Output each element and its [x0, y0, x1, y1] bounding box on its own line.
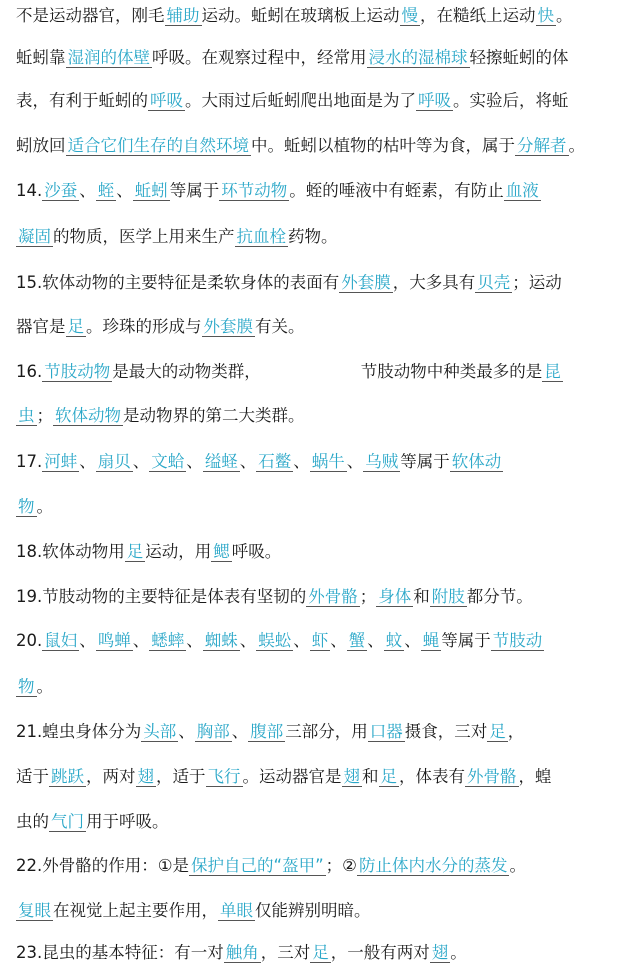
answer-fill: 呼吸	[150, 91, 183, 110]
answer-fill: 防止体内水分的蒸发	[358, 856, 508, 875]
answer-fill: 翅	[431, 943, 449, 962]
question-text: 17.	[16, 452, 43, 471]
answer-fill: 慢	[401, 6, 418, 25]
question-text: 18.软体动物用	[16, 542, 125, 561]
text-line	[16, 403, 305, 429]
question-text: 和	[413, 587, 430, 606]
answer-fill: 乌贼	[365, 452, 399, 471]
question-text: 16.	[16, 362, 43, 381]
text-line	[16, 809, 169, 835]
question-text: ，体表有	[399, 767, 465, 786]
question-text: 、	[178, 722, 195, 741]
text-line	[16, 494, 53, 520]
text-line	[16, 3, 573, 29]
answer-fill: 复眼	[18, 901, 51, 920]
question-text: ，三对	[260, 943, 311, 962]
question-text: ，	[507, 722, 525, 741]
answer-fill: 跳跃	[51, 767, 84, 786]
answer-fill: 血液	[505, 181, 539, 200]
text-line	[16, 584, 533, 610]
answer-fill: 凝固	[18, 227, 51, 246]
question-text: 、	[186, 452, 203, 471]
answer-fill: 腹部	[250, 722, 284, 741]
answer-fill: 蚊	[385, 631, 403, 650]
question-text: 、	[132, 452, 150, 471]
answer-fill: 外骨骼	[467, 767, 517, 786]
question-text: ，一般有两对	[330, 943, 430, 962]
answer-fill: 石鳖	[258, 452, 292, 471]
question-text: 在视觉上起主要作用，	[53, 901, 218, 920]
answer-fill: 抗血栓	[236, 227, 286, 246]
question-text: 摄食，三对	[404, 722, 488, 741]
question-text: 。	[509, 856, 526, 875]
question-text: 的物质，医学上用来生产	[53, 227, 235, 246]
answer-fill: 环节动物	[221, 181, 288, 200]
answer-fill: 单眼	[220, 901, 253, 920]
question-text: 、	[79, 181, 96, 200]
answer-fill: 文蛤	[151, 452, 185, 471]
answer-fill: 翅	[137, 767, 154, 786]
answer-fill: 蜗牛	[311, 452, 345, 471]
answer-fill: 足	[312, 943, 329, 962]
question-text: 。	[450, 943, 467, 962]
question-text: ，蝗	[518, 767, 552, 786]
question-text: 、	[132, 631, 150, 650]
answer-fill: 缢蛏	[204, 452, 238, 471]
text-line	[16, 853, 526, 879]
question-text: 。珍珠的形成与	[86, 317, 202, 336]
question-text: 仅能辨别明暗。	[255, 901, 371, 920]
question-text: 、	[346, 452, 364, 471]
text-line	[16, 359, 563, 385]
question-text: 适于	[16, 767, 49, 786]
question-text: ；运动	[512, 273, 562, 292]
question-text: 三部分，用	[285, 722, 368, 741]
answer-fill: 扇贝	[97, 452, 131, 471]
answer-fill: 蚯蚓	[134, 181, 168, 200]
answer-fill: 足	[126, 542, 144, 561]
answer-fill: 辅助	[166, 6, 200, 25]
question-text: 。运动器官是	[242, 767, 342, 786]
question-text: 、	[186, 631, 203, 650]
question-text: 节肢动物中种类最多的是	[360, 362, 543, 381]
answer-fill: 蟋蟀	[151, 631, 185, 650]
answer-fill: 节肢动物	[44, 362, 111, 381]
answer-fill: 蝇	[422, 631, 440, 650]
answer-fill: 软体动	[451, 452, 502, 471]
question-text: ；	[36, 406, 53, 425]
question-text: 等属于	[441, 631, 491, 650]
question-text: 蚯蚓靠	[16, 48, 66, 67]
answer-fill: 软体动物	[55, 406, 121, 425]
answer-fill: 足	[380, 767, 397, 786]
answer-fill: 蟹	[348, 631, 366, 650]
question-text: 、	[116, 181, 133, 200]
question-text: 22.外骨骼的作用：①是	[16, 856, 190, 875]
question-text: 运动。蚯蚓在玻璃板上运动	[201, 6, 400, 25]
question-text: 等属于	[169, 181, 220, 200]
question-text: ，两对	[86, 767, 136, 786]
answer-fill: 鳃	[213, 542, 230, 561]
question-text: 都分节。	[466, 587, 533, 606]
answer-fill: 鸣蝉	[97, 631, 131, 650]
question-text: 、	[293, 631, 310, 650]
answer-fill: 适合它们生存的自然环境	[67, 136, 249, 155]
answer-fill: 外套膜	[341, 273, 391, 292]
question-text: 、	[239, 631, 257, 650]
text-line	[16, 898, 371, 924]
question-text: 。	[36, 497, 53, 516]
answer-fill: 节肢动	[492, 631, 543, 650]
answer-fill: 河蚌	[44, 452, 78, 471]
question-text: 虫的	[16, 812, 49, 831]
text-line	[16, 940, 467, 966]
question-text: 药物。	[288, 227, 338, 246]
text-line	[16, 88, 569, 114]
question-text: 15.软体动物的主要特征是柔软身体的表面有	[16, 273, 340, 292]
question-text: 呼吸。	[231, 542, 282, 561]
question-text: 有关。	[255, 317, 305, 336]
answer-fill: 分解者	[517, 136, 567, 155]
question-text: 、	[404, 631, 421, 650]
text-line	[16, 764, 552, 790]
answer-fill: 足	[67, 317, 84, 336]
question-text: 。大雨过后蚯蚓爬出地面是为了	[185, 91, 416, 110]
question-text: ，大多具有	[392, 273, 476, 292]
text-line	[16, 45, 569, 71]
question-text: 20.	[16, 631, 43, 650]
text-line	[16, 133, 585, 159]
question-text: 和	[362, 767, 379, 786]
answer-fill: 蜈蚣	[258, 631, 292, 650]
text-line	[16, 719, 524, 745]
answer-fill: 身体	[378, 587, 412, 606]
question-text: 、	[79, 452, 96, 471]
answer-fill: 鼠妇	[44, 631, 78, 650]
question-text: 用于呼吸。	[86, 812, 169, 831]
question-text: ，适于	[156, 767, 206, 786]
question-text: 。蛭的唾液中有蛭素，有防止	[289, 181, 504, 200]
answer-fill: 保护自己的“盔甲”	[191, 856, 324, 875]
answer-fill: 蜘蛛	[204, 631, 238, 650]
question-text: ，在糙纸上运动	[420, 6, 536, 25]
question-text: 14.	[16, 181, 43, 200]
question-text: 21.蝗虫身体分为	[16, 722, 142, 741]
text-line	[16, 314, 305, 340]
question-text: 轻擦蚯蚓的体	[469, 48, 569, 67]
answer-fill: 气门	[51, 812, 84, 831]
answer-fill: 头部	[143, 722, 177, 741]
question-text: 是动物界的第二大类群。	[123, 406, 305, 425]
answer-fill: 触角	[225, 943, 259, 962]
answer-fill: 物	[18, 497, 35, 516]
answer-fill: 翅	[343, 767, 360, 786]
answer-fill: 物	[18, 677, 35, 696]
answer-fill: 附肢	[431, 587, 465, 606]
question-text: 、	[239, 452, 257, 471]
text-line	[16, 449, 503, 475]
question-text: 、	[293, 452, 310, 471]
text-line	[16, 178, 541, 204]
text-line	[16, 224, 338, 250]
question-text: 。	[36, 677, 53, 696]
answer-fill: 浸水的湿棉球	[368, 48, 468, 67]
question-text: 。	[556, 6, 573, 25]
answer-fill: 呼吸	[418, 91, 451, 110]
question-text: 。	[568, 136, 585, 155]
question-text: 是最大的动物类群，	[112, 362, 261, 381]
answer-fill: 外套膜	[203, 317, 253, 336]
question-text: 、	[79, 631, 96, 650]
answer-fill: 虾	[311, 631, 329, 650]
answer-fill: 足	[489, 722, 506, 741]
question-text: 不是运动器官，刚毛	[16, 6, 165, 25]
question-text: ；②	[325, 856, 357, 875]
text-line	[16, 674, 53, 700]
answer-fill: 虫	[18, 406, 35, 425]
question-text: 、	[367, 631, 384, 650]
question-text: 运动，用	[145, 542, 212, 561]
answer-fill: 快	[537, 6, 554, 25]
answer-fill: 胸部	[196, 722, 230, 741]
question-text: 。实验后，将蚯	[453, 91, 569, 110]
question-text: 蚓放回	[16, 136, 66, 155]
question-text: 表，有利于蚯蚓的	[16, 91, 148, 110]
question-text: 呼吸。在观察过程中，经常用	[152, 48, 367, 67]
question-text: 、	[231, 722, 249, 741]
question-text: 19.节肢动物的主要特征是体表有坚韧的	[16, 587, 307, 606]
question-text: 器官是	[16, 317, 66, 336]
answer-fill: 昆	[544, 362, 561, 381]
answer-fill: 沙蚕	[44, 181, 78, 200]
question-text: ；	[359, 587, 377, 606]
question-text: 等属于	[400, 452, 450, 471]
answer-fill: 口器	[369, 722, 403, 741]
answer-fill: 外骨骼	[308, 587, 358, 606]
text-line	[16, 270, 562, 296]
answer-fill: 贝壳	[477, 273, 511, 292]
answer-fill: 蛭	[97, 181, 115, 200]
question-text: 23.昆虫的基本特征：有一对	[16, 943, 224, 962]
answer-fill: 飞行	[207, 767, 241, 786]
question-text: 中。蚯蚓以植物的枯叶等为食，属于	[251, 136, 515, 155]
answer-fill: 湿润的体壁	[67, 48, 150, 67]
text-line	[16, 539, 281, 565]
text-line	[16, 628, 544, 654]
question-text: 、	[330, 631, 347, 650]
